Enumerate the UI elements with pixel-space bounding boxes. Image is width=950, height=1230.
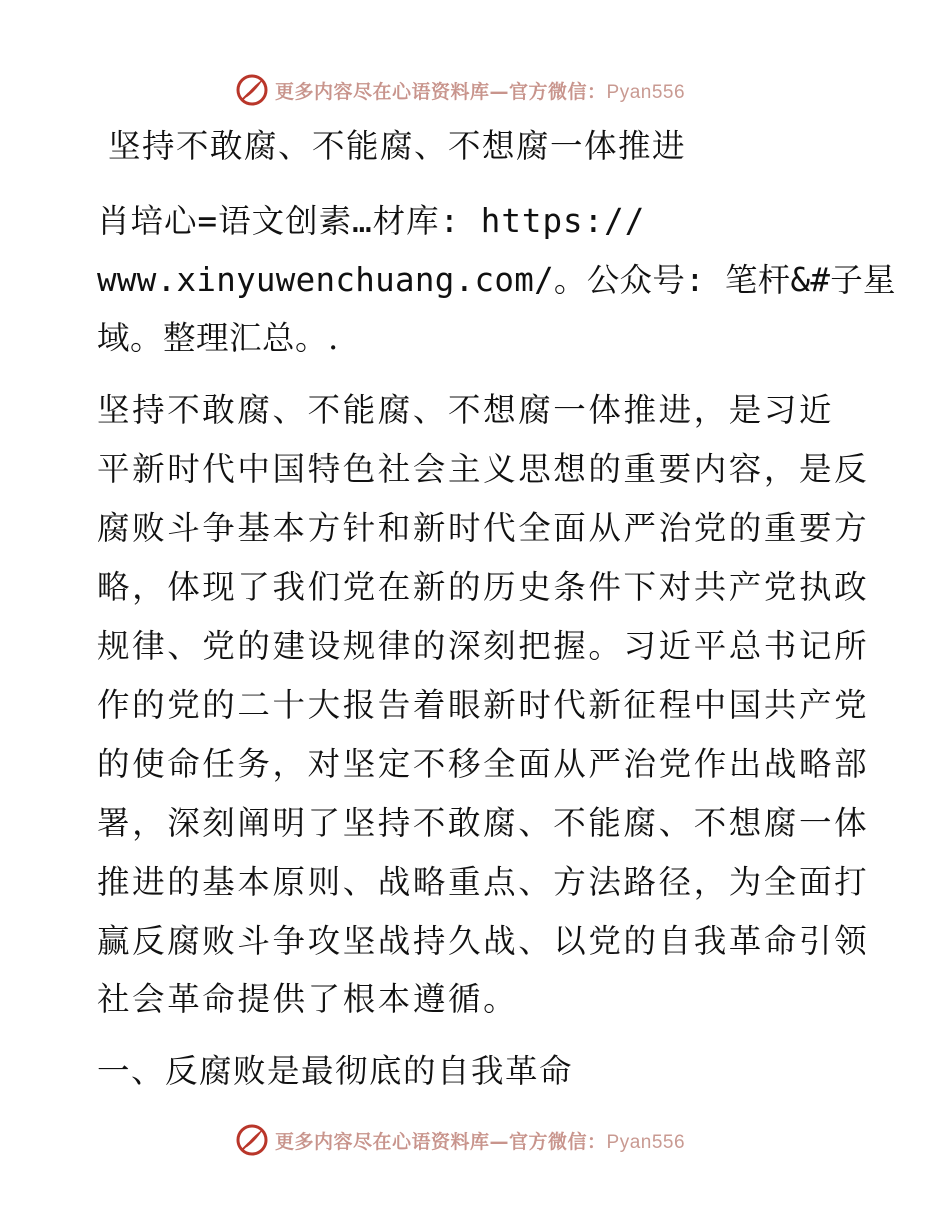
feather-seal-icon bbox=[235, 1123, 269, 1157]
header-banner-text bbox=[275, 77, 685, 104]
banner-wechat-id: Pyan556 bbox=[606, 1131, 686, 1153]
paragraph-line: 赢反腐败斗争攻坚战持久战、以党的自我革命引领 bbox=[97, 922, 870, 960]
feather-seal-icon bbox=[235, 73, 269, 107]
paragraph-line: 作的党的二十大报告着眼新时代新征程中国共产党 bbox=[97, 686, 870, 724]
document-title: 坚持不敢腐、不能腐、不想腐一体推进 bbox=[108, 127, 687, 165]
banner-wechat-id: Pyan556 bbox=[606, 81, 686, 103]
paragraph-line: 腐败斗争基本方针和新时代全面从严治党的重要方 bbox=[97, 509, 870, 547]
paragraph-line: 署，深刻阐明了坚持不敢腐、不能腐、不想腐一体 bbox=[97, 804, 870, 842]
banner-site: 更多内容尽在心语资料库 bbox=[275, 80, 490, 103]
source-line: www.xinyuwenchuang.com/。公众号: 笔杆&#子星 bbox=[97, 261, 896, 299]
section-heading: 一、反腐败是最彻底的自我革命 bbox=[97, 1052, 574, 1090]
banner-site: 更多内容尽在心语资料库 bbox=[275, 1130, 490, 1153]
banner-dash: — bbox=[489, 80, 510, 103]
paragraph-line: 略，体现了我们党在新的历史条件下对共产党执政 bbox=[97, 568, 870, 606]
source-line: 肖培心=语文创素…材库: https:// bbox=[97, 202, 646, 240]
footer-banner-text bbox=[275, 1127, 685, 1154]
header-banner bbox=[235, 70, 715, 110]
paragraph-line: 坚持不敢腐、不能腐、不想腐一体推进，是习近 bbox=[97, 391, 835, 429]
banner-wechat-label: 官方微信： bbox=[509, 80, 607, 103]
source-line: 域。整理汇总。. bbox=[97, 319, 339, 357]
banner-dash: — bbox=[489, 1130, 510, 1153]
footer-banner bbox=[235, 1120, 715, 1160]
paragraph-line: 社会革命提供了根本遵循。 bbox=[97, 980, 519, 1018]
banner-wechat-label: 官方微信： bbox=[509, 1130, 607, 1153]
paragraph-line: 平新时代中国特色社会主义思想的重要内容，是反 bbox=[97, 450, 870, 488]
paragraph-line: 推进的基本原则、战略重点、方法路径，为全面打 bbox=[97, 863, 870, 901]
paragraph-line: 的使命任务，对坚定不移全面从严治党作出战略部 bbox=[97, 745, 870, 783]
paragraph-line: 规律、党的建设规律的深刻把握。习近平总书记所 bbox=[97, 627, 870, 665]
